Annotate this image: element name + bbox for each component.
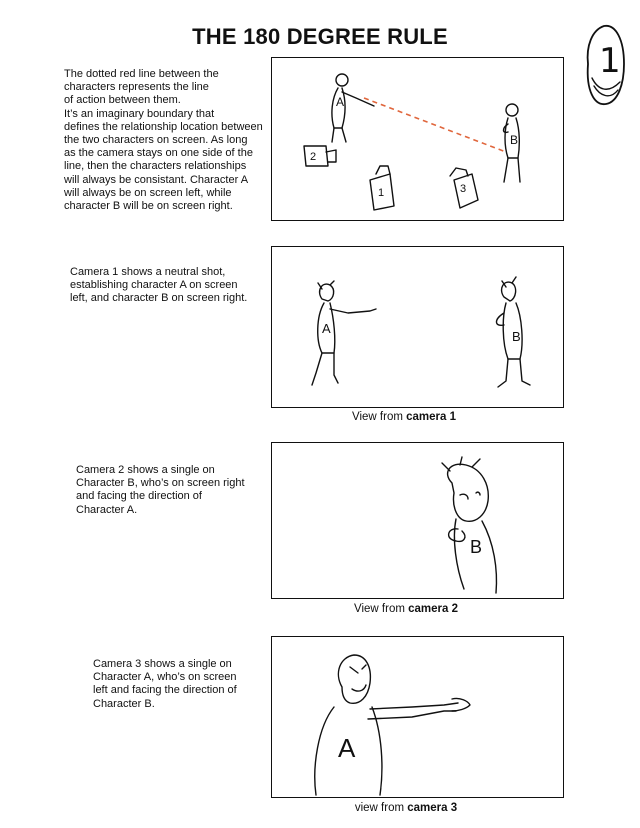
character-a-figure bbox=[315, 655, 470, 795]
character-b-label: B bbox=[470, 537, 483, 557]
camera-2-text: Camera 2 shows a single on Character B, who’s on screen right and facing the direction of Character A. bbox=[76, 464, 245, 516]
camera-2-icon bbox=[304, 146, 336, 166]
camera-1-view-panel bbox=[271, 246, 564, 408]
character-a-figure bbox=[312, 281, 376, 385]
camera-1-icon bbox=[370, 166, 394, 210]
camera-2-view-panel bbox=[271, 442, 564, 599]
camera-3-label: 3 bbox=[460, 183, 467, 195]
character-b-figure bbox=[442, 457, 496, 593]
character-b-label: B bbox=[510, 133, 519, 147]
page-number-mark bbox=[578, 20, 632, 108]
character-a-label: A bbox=[322, 321, 331, 336]
page-title: THE 180 DEGREE RULE bbox=[192, 24, 448, 49]
character-b-figure bbox=[497, 277, 531, 387]
camera-3-view-panel bbox=[271, 636, 564, 798]
camera-2-caption: View from camera 2 bbox=[354, 603, 458, 615]
intro-text: The dotted red line between the characters represents the line of action between them. It’s an imaginary boundary that defines the relationship location between the two characters on screen. As long as the camera stays on one side of the line, then the characters relationships will always be consistant. Character A will always be on screen left, while character B will be on screen right. bbox=[64, 68, 263, 213]
camera-1-caption: View from camera 1 bbox=[352, 411, 456, 423]
character-b-label: B bbox=[512, 329, 521, 344]
page-number-digit: 1 bbox=[599, 41, 621, 81]
camera-2-label: 2 bbox=[310, 151, 317, 163]
overhead-diagram-panel bbox=[271, 57, 564, 221]
character-a-label: A bbox=[336, 95, 345, 109]
camera-3-text: Camera 3 shows a single on Character A, who’s on screen left and facing the direction of Character B. bbox=[93, 658, 237, 710]
camera-3-icon bbox=[450, 168, 478, 208]
character-a-label: A bbox=[338, 733, 356, 763]
camera-1-text: Camera 1 shows a neutral shot, establishing character A on screen left, and character B on screen right. bbox=[70, 266, 248, 305]
character-b-figure bbox=[504, 104, 521, 182]
line-of-action bbox=[364, 98, 506, 152]
character-a-figure bbox=[332, 74, 374, 142]
camera-1-label: 1 bbox=[378, 187, 385, 199]
camera-3-caption: view from camera 3 bbox=[354, 802, 458, 814]
